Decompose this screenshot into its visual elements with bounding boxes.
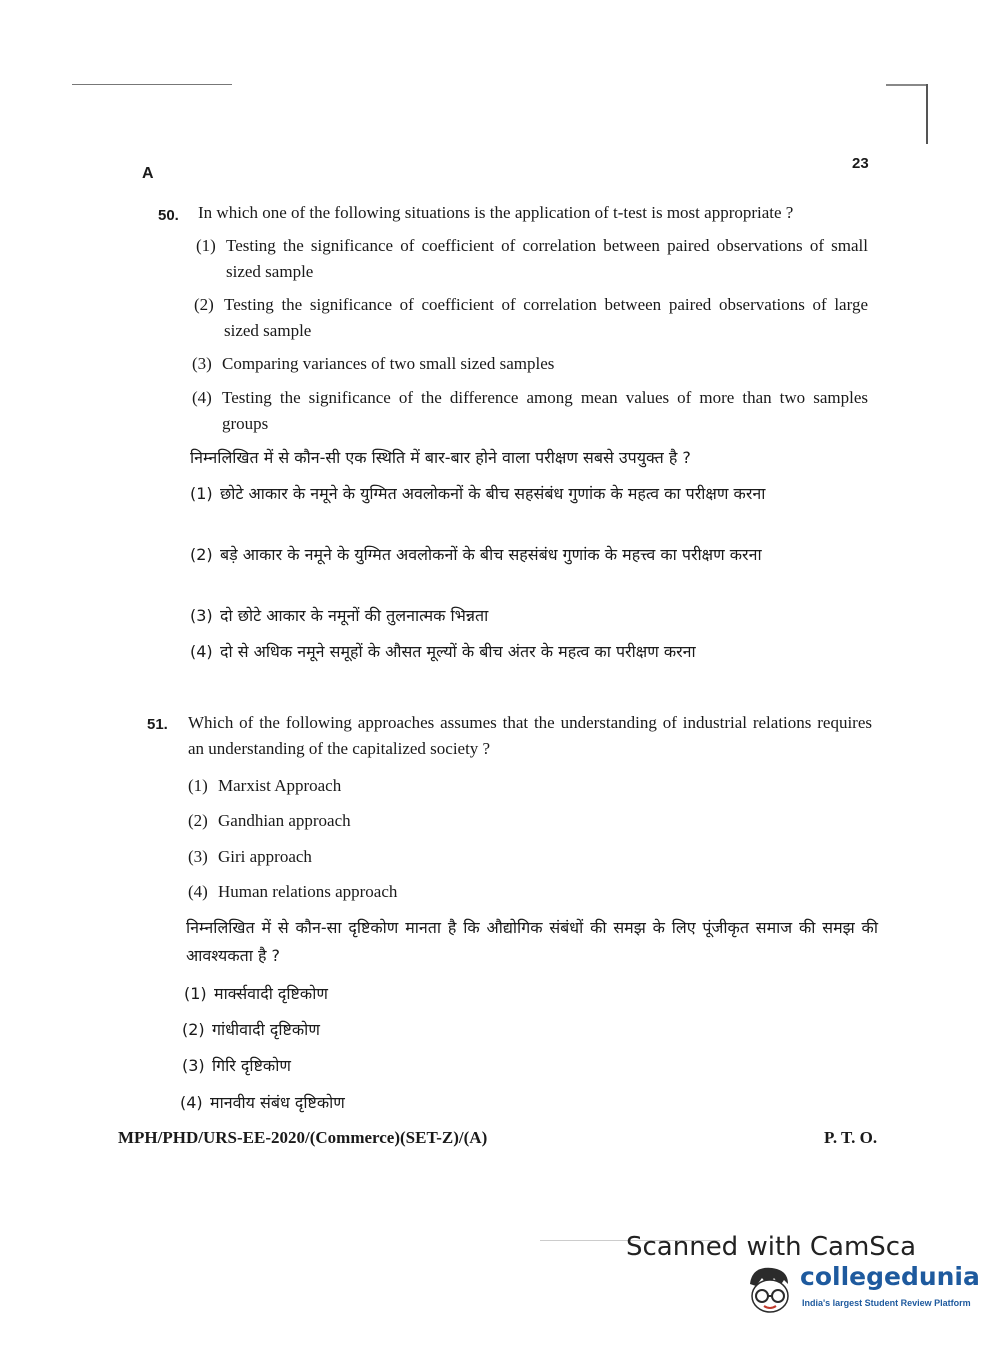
option-text: Marxist Approach (218, 776, 342, 795)
option-number: (2) (182, 1020, 205, 1039)
collegedunia-brand: collegedunia (800, 1262, 980, 1291)
q51-option-3 (188, 844, 588, 870)
page-number: 23 (852, 155, 869, 172)
option-text: बड़े आकार के नमूने के युग्मित अवलोकनों के बीच सहसंबंध गुणांक के महत्त्व का परीक्षण करना (220, 545, 762, 564)
option-number: (3) (190, 606, 213, 625)
question-50-number: 50. (158, 207, 179, 224)
option-text: Human relations approach (218, 882, 398, 901)
q51-option-4 (188, 879, 588, 905)
option-number: (3) (192, 354, 212, 373)
option-number: (3) (182, 1056, 205, 1075)
option-number: (4) (190, 642, 213, 661)
option-number: (1) (188, 776, 208, 795)
question-50-text: In which one of the following situations is the application of t-test is most appropriate ? (198, 203, 794, 222)
q50-option-2 (194, 292, 868, 344)
q51-option-2 (188, 808, 588, 834)
option-number: (3) (188, 847, 208, 866)
option-text: Testing the significance of coefficient of correlation between paired observations of large sized sample (224, 295, 868, 340)
option-text: Testing the significance of the difference among mean values of more than two samples groups (222, 388, 868, 433)
q50-option-3 (192, 351, 868, 377)
option-number: (2) (188, 811, 208, 830)
top-rule-right (886, 84, 926, 86)
option-text: छोटे आकार के नमूने के युग्मित अवलोकनों के बीच सहसंबंध गुणांक के महत्व का परीक्षण करना (220, 484, 766, 503)
option-text: गिरि दृष्टिकोण (212, 1056, 291, 1075)
option-text: Comparing variances of two small sized samples (222, 354, 555, 373)
page-edge-line (926, 84, 928, 144)
pto-label: P. T. O. (824, 1128, 878, 1147)
option-text: Gandhian approach (218, 811, 351, 830)
option-number: (4) (180, 1093, 203, 1112)
question-51-text: Which of the following approaches assumes that the understanding of industrial relations requires an understanding of the capitalized society ? (188, 713, 872, 758)
option-text: मार्क्सवादी दृष्टिकोण (214, 984, 328, 1003)
q51-hindi-option-1 (184, 980, 584, 1008)
option-number: (1) (190, 484, 213, 503)
option-number: (1) (196, 236, 216, 255)
q50-hindi-option-3 (190, 602, 870, 630)
option-text: दो छोटे आकार के नमूनों की तुलनात्मक भिन्नता (220, 606, 489, 625)
option-text: गांधीवादी दृष्टिकोण (212, 1020, 320, 1039)
q51-hindi-option-3 (182, 1052, 582, 1080)
q50-hindi-option-1 (190, 480, 870, 508)
option-number: (2) (190, 545, 213, 564)
question-50-hindi-text: निम्नलिखित में से कौन-सी एक स्थिति में बार-बार होने वाला परीक्षण सबसे उपयुक्त है ? (190, 448, 691, 467)
option-text: मानवीय संबंध दृष्टिकोण (210, 1093, 345, 1112)
option-text: दो से अधिक नमूने समूहों के औसत मूल्यों के बीच अंतर के महत्व का परीक्षण करना (220, 642, 696, 661)
option-text: Giri approach (218, 847, 312, 866)
paper-code: MPH/PHD/URS-EE-2020/(Commerce)(SET-Z)/(A) (118, 1128, 488, 1147)
q51-hindi-option-4 (180, 1089, 580, 1117)
top-rule (72, 84, 232, 85)
option-number: (4) (192, 388, 212, 407)
question-51-hindi-text: निम्नलिखित में से कौन-सा दृष्टिकोण मानता है कि औद्योगिक संबंधों की समझ के लिए पूंजीकृत समाज की समझ की आवश्यकता है ? (186, 918, 878, 965)
option-number: (1) (184, 984, 207, 1003)
collegedunia-tagline: India's largest Student Review Platform (802, 1298, 971, 1308)
question-51-number: 51. (147, 716, 168, 733)
q51-option-1 (188, 773, 588, 799)
q50-option-1 (196, 233, 868, 285)
q50-option-4 (192, 385, 868, 437)
scanner-watermark: Scanned with CamSca (626, 1232, 917, 1262)
option-number: (2) (194, 295, 214, 314)
set-code: A (142, 165, 154, 182)
option-number: (4) (188, 882, 208, 901)
q51-hindi-option-2 (182, 1016, 582, 1044)
q50-hindi-option-4 (190, 638, 872, 666)
q50-hindi-option-2 (190, 541, 870, 569)
option-text: Testing the significance of coefficient of correlation between paired observations of small sized sample (226, 236, 868, 281)
